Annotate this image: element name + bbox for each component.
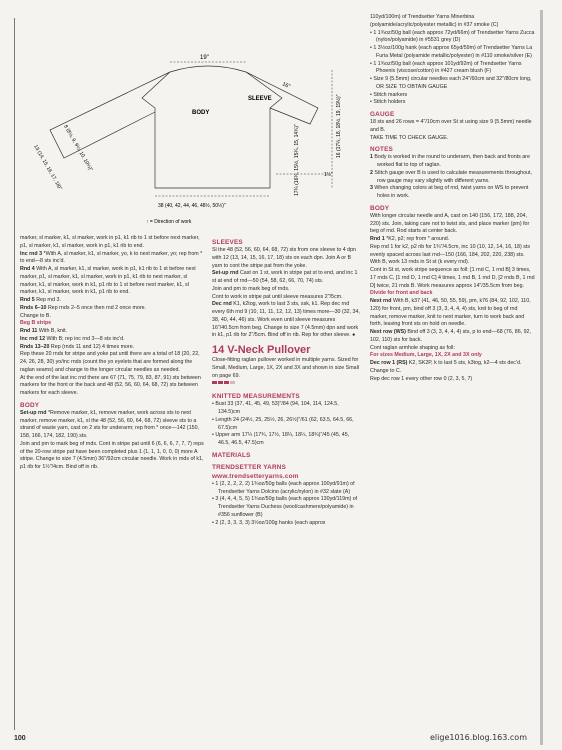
section-heading: SLEEVES [212,239,243,246]
instruction-text: Join and pm to mark beg of rnds. [212,285,290,292]
instruction-text: Rep dec row 1 every other row 0 (2, 3, 5, 7) [370,375,473,382]
instruction-text: With B; rep inc rnd 3—8 sts inc'd. [46,335,125,342]
section-heading: TRENDSETTER YARNS [212,463,287,471]
instruction-label: Rnd 1 [370,236,387,242]
paragraph [212,294,362,302]
paragraph [370,135,535,143]
instruction-text: Cont in St st, work stripe sequence as foll: [1 rnd C, 1 rnd B] 3 times, 17 rnds C, [1 rnd D, 1 rnd C] 4 times, 1 rnd B, 1 rnd D, [2 rnds B, 1 rnd D] twice, 21 rnds B. Work measures approx 14"/35.5cm from beg. [370,267,535,289]
instruction-text: With longer circular needle and A, cast on 140 (156, 172, 188, 204, 220) sts. Join, taking care not to twist sts, and place marker (pm) for beg of rnd. Rod starts at center back. [370,212,530,235]
paragraph [370,360,535,376]
note-number: 3 [370,185,375,192]
instruction-label: Dec rnd [212,301,234,308]
instruction-text: Rep rnds 2–5 once then rnd 2 once more. [47,304,147,311]
subsection-heading: Beg B stripe [20,320,52,327]
skill-level-bar-icon [212,381,217,384]
paragraph [370,329,535,345]
paragraph [20,251,205,267]
instruction-text: K2, SK2P, k to last 5 sts, k3tog, k2—4 sts dec'd. Change to C. [370,360,522,374]
instruction-text: Change to B. [20,312,51,319]
list-item: • 1 3½oz/100g hank (each approx 65yd/59m) of Trendsetter Yarns La Furia Metal (polyamide metallic/polyester) in #110 smoke/silver (E) [370,45,533,59]
instruction-text: 110yd/100m) of Trendsetter Yarns Minerbina (polyamide/acrylic/polyester metallic) in #37 smoke (C) [370,14,499,28]
sweater-schematic [20,50,360,230]
instruction-label: Next rnd [370,298,393,304]
blog-watermark: elige1016.blog.163.com [430,733,527,742]
instruction-text: Rep (rnds 11 and 12) 4 times more. [50,343,135,350]
paragraph [20,441,205,472]
list-item: • 1 1¾oz/50g ball (each approx 72yd/66m) of Trendsetter Yarns Zucca (nylon/polyamide) in #5531 grey (D) [370,29,535,44]
instruction-text: Join and pm to mark beg of rnds. Cont in stripe pat until 6 (6, 6, 6, 7, 7, 7) reps of the 20-row stripe pat have been completed plus 1 (1, 1, 1, 0, 0, 0) more A stripe. Change to size 7 (4.5mm) 36"/92cm circular needle. Work in rnds of k1, p1 rib for 1½"/4cm. Bind off in rib. [20,440,204,470]
list-item: • Upper arm 17¼ (17¾, 17½, 18¼, 18¼, 18¾)"/45 (45, 45, 46.5, 46.5, 47.5)cm [212,432,350,447]
instruction-label: Next row (WS) [370,329,408,335]
paragraph [212,357,362,380]
list-item: • 2 (2, 3, 3, 3, 3) 3½oz/100g hanks (each approx [212,519,326,526]
pattern-number: 14 [212,344,225,356]
page-number: 100 [14,735,26,742]
pattern-name: V-Neck Pullover [224,344,311,356]
skill-level-indicator [212,380,236,388]
direction-of-work-label: ↑ = Direction of work [146,219,192,225]
instruction-text: At the end of the last inc rnd there are 67 (71, 75, 79, 83, 87, 91) sts between markers for the front or the back and 48 (52, 56, 60, 64, 68, 72) sts between markers for each sleeve. [20,374,201,396]
sleeve-label: SLEEVE [248,96,272,102]
paragraph [370,259,535,267]
note-text: Body is worked in the round to underarm, then back and fronts are worked flat to top of raglan. [374,154,530,168]
paragraph [20,313,205,321]
list-item: • Size 9 (5.5mm) circular needles each 24"/60cm and 32"/80cm long, OR SIZE TO OBTAIN GAUGE [370,76,532,90]
spine-edge [540,10,543,745]
column-1 [20,235,205,472]
instruction-label: Set-up rnd [212,270,240,277]
instruction-text: K1, k2tog, work to last 3 sts, ssk, k1. Rep dec rnd every 6th rnd 9 (10, 11, 11, 12, 12, 13) times more—30 (32, 34, 38, 40, 44, 46) sts. Work even until sleeve measures 16"/40.5cm from beg. Change to size 7 (4.5mm) dpn and work in k1, p1 rib for 2"/5cm. Bind off in rib. Rep for other sleeve. ● [212,301,360,339]
subsection-heading: For sizes Medium, Large, 1X, 2X and 3X only [370,352,482,359]
yarn-website[interactable]: www.trendsetteryarns.com [212,472,299,480]
yoke-width-label: 19" [200,55,209,61]
skill-level-bar-icon [224,381,229,384]
paragraph [20,305,205,313]
instruction-text: Bind off 3 (3, 3, 4, 4, 4) sts, p to end—68 (76, 86, 92, 102, 110) sts for back. [370,329,531,343]
paragraph [20,235,205,251]
instruction-label: Rnds 6–10 [20,304,48,311]
instruction-label: Inc rnd 12 [20,335,47,342]
note-item [370,170,535,186]
instruction-text: *Remove marker, k1, remove marker, work across sts to next marker, remove marker, k1, sl the 48 (52, 56, 60, 64, 68, 72) sleeve sts to a strand of waste yarn, cast on 2 sts for underarm; rep from * once—142 (150, 158, 166, 174, 182, 190) sts. [20,409,200,439]
total-length-label: 16 (17¼, 18, 18½, 19, 19½)" [336,94,342,158]
body-label: BODY [192,110,210,116]
note-text: When changing colors at beg of rnd, twist yarns on WS to prevent holes in work. [374,185,529,199]
paragraph [370,213,535,236]
instruction-label: Dec row 1 (RS) [370,360,409,366]
paragraph [212,247,362,270]
instruction-text: 18 sts and 26 rows = 4"/10cm over St st using size 9 (5.5mm) needle and B. [370,119,532,133]
list-item: • Stitch holders [370,99,406,106]
sleeve-circumference-label: 13 (14, 15, 16, 17, 18)" [32,144,63,192]
section-heading: GAUGE [370,111,395,118]
instruction-label: Inc rnd 3 [20,250,44,257]
list-item: • 3 (4, 4, 4, 5, 5) 1¾oz/50g balls (each approx 130yd/119m) of Trendsetter Yarns Duchess (wool/cashmere/polyamide) in #356 sunflower (B) [212,496,358,518]
paragraph [20,328,205,336]
note-item [370,185,535,201]
instruction-text: TAKE TIME TO CHECK GAUGE. [370,134,449,141]
paragraph [20,336,205,344]
paragraph [20,410,205,441]
instruction-text: Rep rnd 1 for k2, p2 rib for 1¾"/4.5cm, inc 10 (10, 12, 14, 16, 18) sts evenly spaced across last rnd—150 (166, 184, 202, 220, 238) sts. [370,243,530,258]
paragraph [370,345,535,353]
instruction-label: Set-up rnd [20,409,48,416]
paragraph [370,244,535,260]
left-margin-rule [14,18,15,730]
paragraph [212,301,362,340]
list-item: • Stitch markers [370,91,408,98]
body-length-label: 17¼ (16¼, 15½, 15¼, 15, 14¾)" [294,124,300,196]
instruction-label: Rnd 5 [20,297,37,303]
note-number: 1 [370,154,375,161]
instruction-text: Cast on 1 st, work in stripe pat st to end, and inc 1 st at end of rnd—50 (54, 58, 62, 66, 70, 74) sts. [212,270,358,284]
section-heading: MATERIALS [212,451,251,459]
paragraph [370,236,535,244]
instruction-label: Rnds 13–20 [20,343,51,350]
paragraph [20,344,205,352]
paragraph [20,375,205,398]
paragraph [370,14,535,30]
instruction-label: Rnd 4 [20,266,37,272]
note-text: Stitch gauge over B is used to calculate measurements throughout, row gauge may vary slightly with different yarns. [374,169,532,184]
instruction-text: marker, sl marker, k1, sl marker, work in p1, k1 rib to 1 st before next marker, p1, sl marker, k1, sl marker, work in p1, k1 rib to end. [20,235,200,249]
bust-width-label: 38 (40, 42, 44, 46, 48½, 50½)" [158,203,226,209]
paragraph [20,297,205,305]
list-item: • 1 1¾oz/50g ball (each approx 101yd/92m) of Trendsetter Yarns Phoenix (viscose/cotton) in #427 cream blush (F) [370,60,522,75]
section-heading: BODY [370,204,390,212]
paragraph [370,376,535,384]
section-heading: NOTES [370,146,394,154]
instruction-text: Rep rnd 3. [36,297,61,303]
hem-depth-label: 1½" [324,172,333,178]
paragraph [370,267,535,290]
list-item: • 1 (2, 2, 2, 2, 2) 1¾oz/50g balls (each approx 100yd/91m) of Trendsetter Yarns Dolcino (acrylic/nylon) in #32 slate (A) [212,480,355,495]
instruction-text: Sl the 48 (52, 56, 60, 64, 68, 72) sts from one sleeve to 4 dpn with 12 (13, 14, 15, 16, 17, 18) sts on each dpn. Join A or B yarn to cont the stripe pat from the yoke. [212,247,356,269]
instruction-text: *K2, p2; rep from * around. [386,236,450,242]
instruction-text: With A, sl marker, k1, sl marker, work in p1, k1 rib to 1 st before next marker, p1, sl marker, k1, sl marker, work in p1, k1 rib to next marker, sl marker, k1, sl marker, work in k1, p1 rib to 1 st before next marker, k1, sl marker, k1, sl marker, work in k1, p1 rib to end. [20,266,196,296]
section-heading: KNITTED MEASUREMENTS [212,393,300,401]
column-3 [370,14,535,383]
pattern-title [212,343,362,357]
instruction-text: With B, k37 (41, 46, 50, 55, 59), pm, k76 (84, 92, 102, 110, 120) for front, pm, bind off 3 (3, 3, 4, 4, 4) sts, knit to beg of rnd marker, remove marker, knit to next marker, turn to work back and forth, leaving front sts on hold on needle. [370,298,531,328]
paragraph [370,119,535,135]
underarm-length-label: 8 (8½, 9, 9½, 10, 10½)" [62,124,94,173]
skill-level-bar-icon [230,381,235,384]
instruction-text: With B, work 13 rnds in St st (k every rnd). [370,259,470,266]
note-number: 2 [370,169,375,176]
instruction-text: Rep these 20 rnds for stripe and yoke pat until there are a total of 18 (20, 22, 24, 26, 28, 30) yo/inc rnds (count the yo eyelets that are formed along the raglan seams) and change to the longer circular needles as needed. [20,351,200,373]
paragraph [212,286,362,294]
paragraph [20,351,205,374]
subsection-heading: Divide for front and back [370,290,433,297]
instruction-text: *With A, sl marker, k1, sl marker, yo, k to next marker, yo; rep from * to end—8 sts inc'd. [20,250,203,265]
skill-level-bar-icon [218,381,223,384]
instruction-text: Cont raglan armhole shaping as foll: [370,344,455,351]
instruction-text: Close-fitting raglan pullover worked in multiple yarns. Sized for Small, Medium, Large, 1X, 2X and 3X and shown in size Small on page 69. [212,357,359,379]
paragraph [20,266,205,297]
instruction-text: With B, knit. [38,328,68,334]
instruction-text: Cont to work in stripe pat until sleeve measures 2"/5cm. [212,293,343,300]
instruction-label: Rnd 11 [20,328,39,334]
note-item [370,154,535,170]
column-2 [212,235,362,527]
paragraph [370,298,535,329]
raglan-length-label: 16" [281,81,292,91]
paragraph [212,270,362,286]
list-item: • Bust 33 (37, 41, 45, 49, 53)"/84 (94, 104, 114, 124.5, 134.5)cm [212,401,339,416]
section-heading: BODY [20,401,40,409]
list-item: • Length 24 (24½, 25, 25½, 26, 26½)"/61 (62, 63.5, 64.5, 66, 67.5)cm [212,416,354,431]
